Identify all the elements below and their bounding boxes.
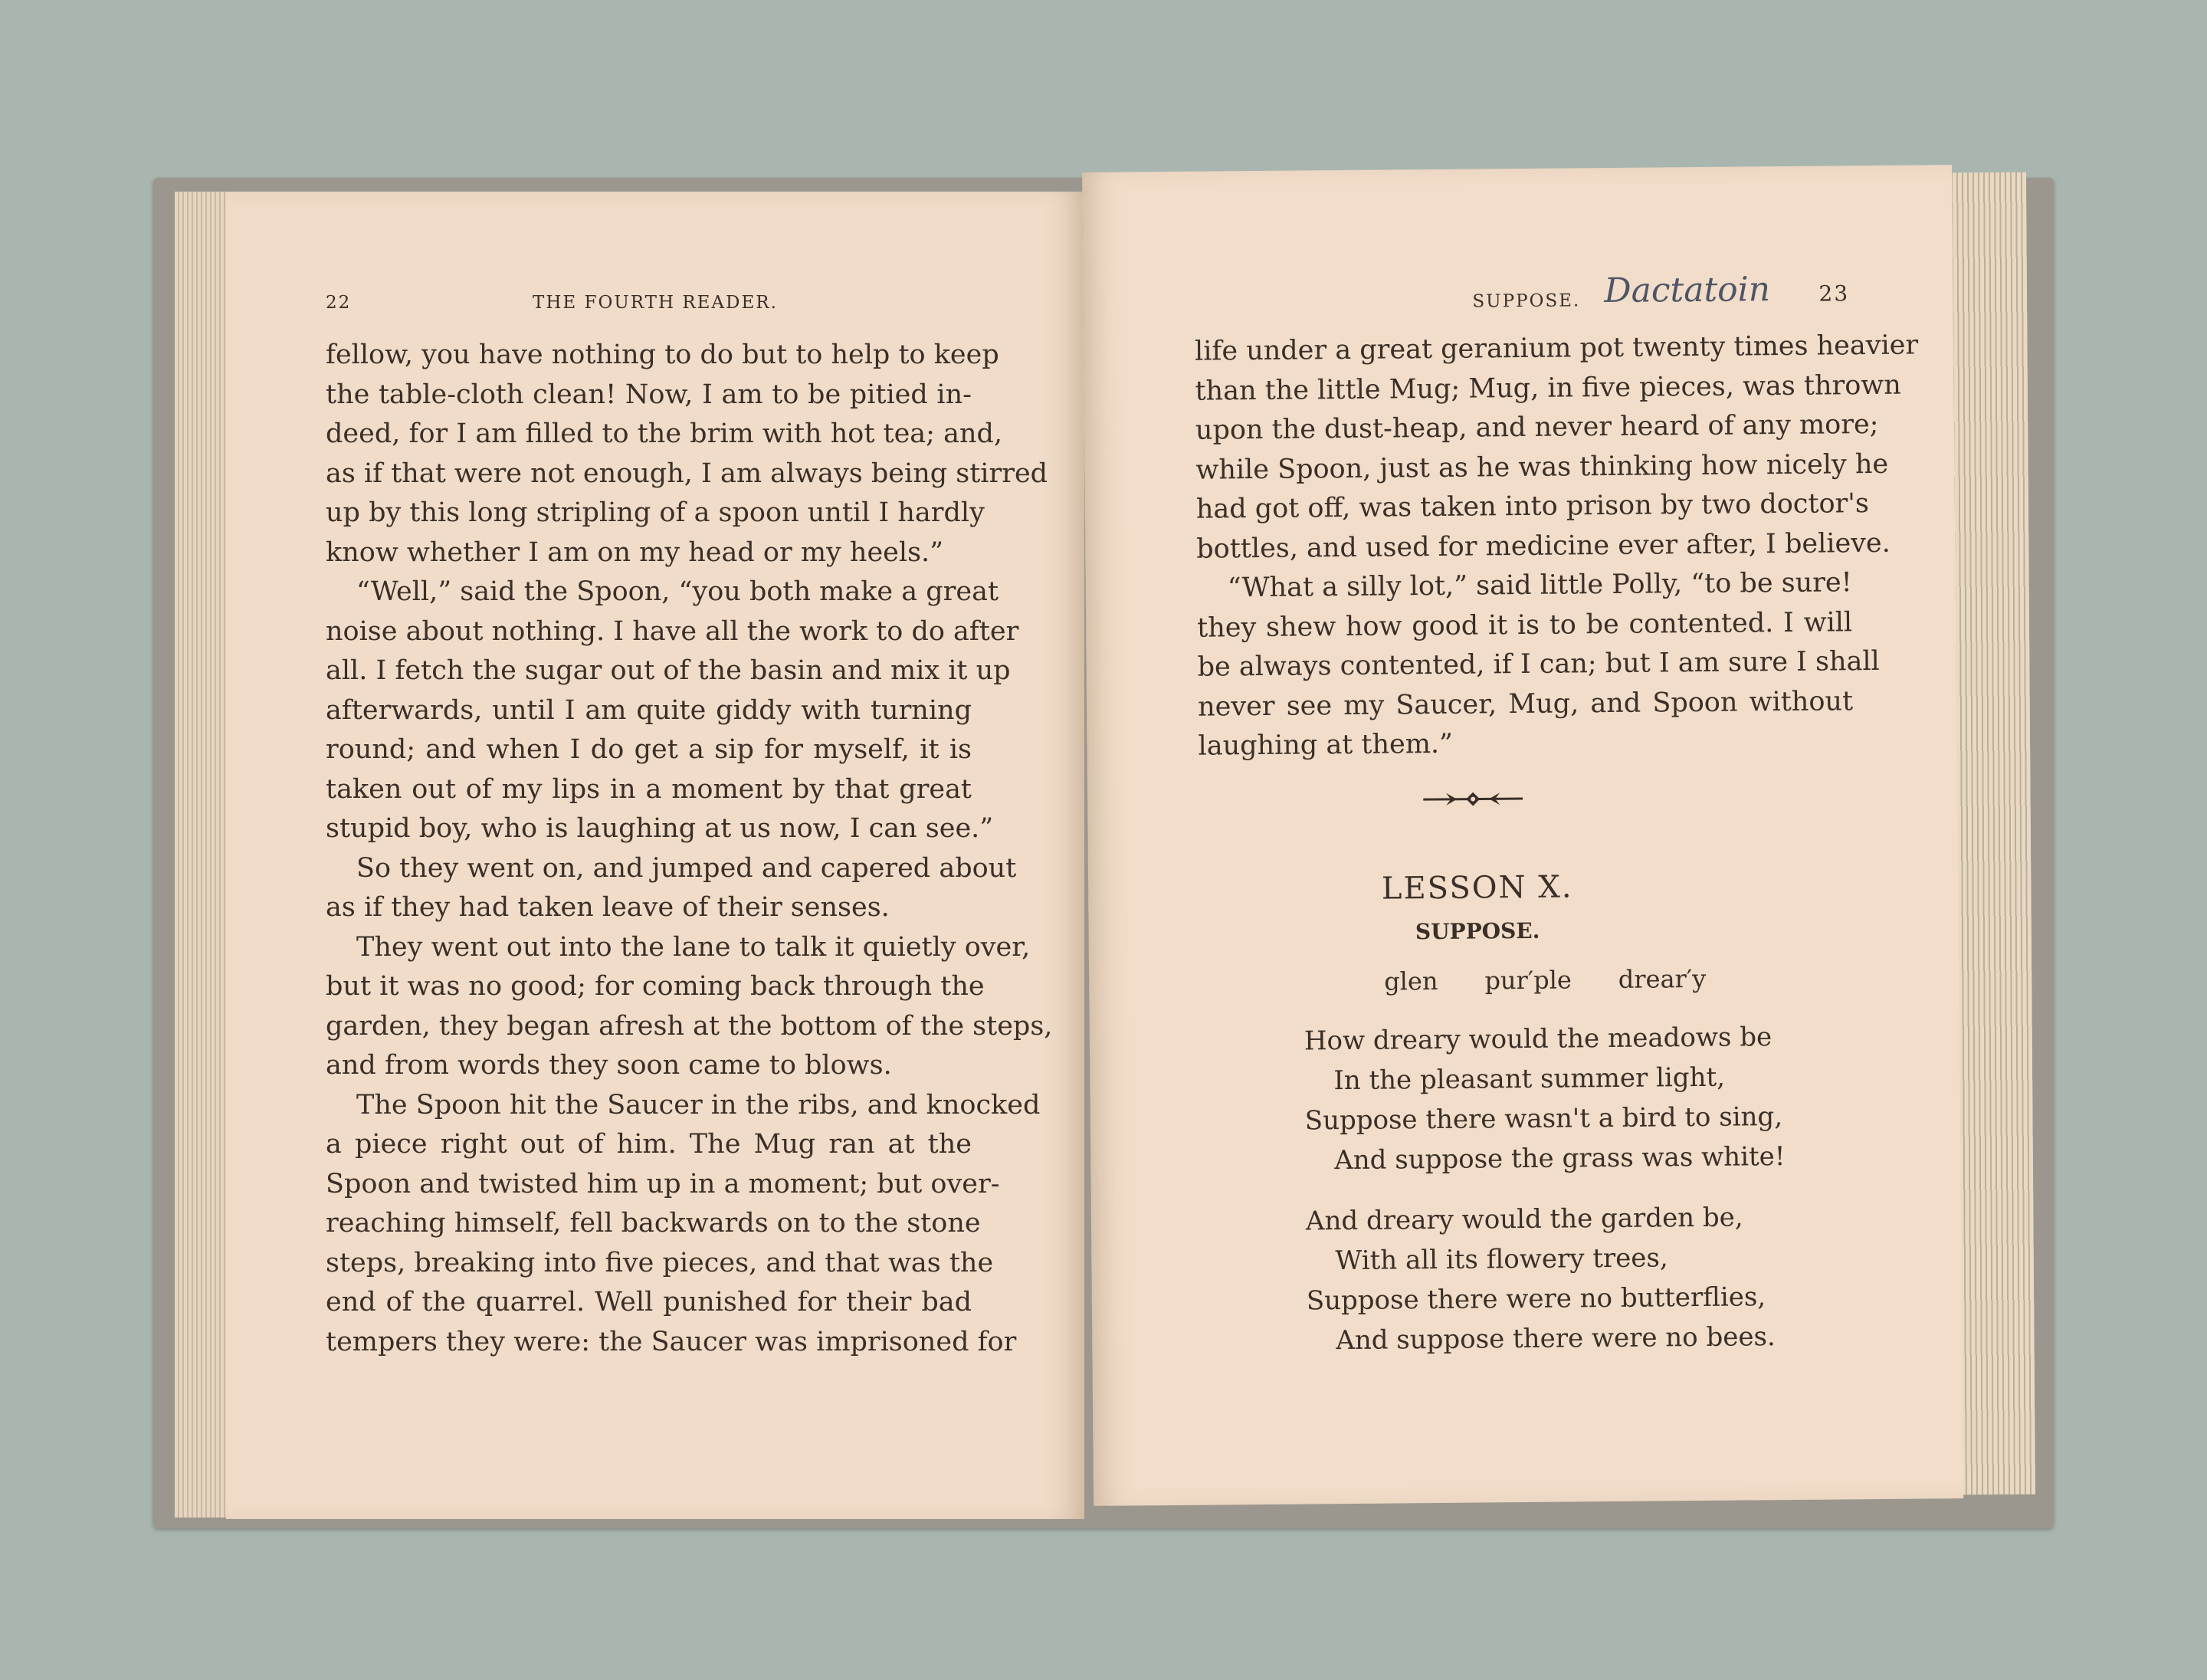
text-line: as if that were not enough, I am always being stirred: [326, 458, 1048, 489]
poem-line: And suppose the grass was white!: [1334, 1141, 1786, 1176]
poem-line: In the pleasant summer light,: [1333, 1061, 1726, 1097]
text-line: round; and when I do get a sip for myself, it is: [326, 734, 972, 765]
vocabulary-word: glen: [1384, 966, 1438, 996]
poem-line: Suppose there wasn't a bird to sing,: [1304, 1101, 1783, 1137]
running-head: SUPPOSE.: [1472, 290, 1581, 312]
running-head: THE FOURTH READER.: [533, 293, 778, 313]
text-line: be always contented, if I can; but I am sure I shall: [1197, 645, 1880, 683]
left-page-edges: [175, 192, 228, 1518]
text-line: than the little Mug; Mug, in five pieces, was thrown: [1195, 369, 1901, 407]
text-line: all. I fetch the sugar out of the basin and mix it up: [326, 655, 1011, 686]
text-line: tempers they were: the Saucer was imprisoned for: [326, 1326, 1017, 1357]
poem-line: How dreary would the meadows be: [1304, 1022, 1772, 1057]
text-line: steps, breaking into five pieces, and that was the: [326, 1247, 994, 1278]
right-body-text: [1194, 326, 1919, 766]
text-line: “What a silly lot,” said little Polly, “to be sure!: [1227, 567, 1852, 604]
text-line: laughing at them.”: [1198, 728, 1454, 762]
page-number: 22: [326, 293, 352, 313]
text-line: upon the dust-heap, and never heard of any more;: [1195, 409, 1879, 446]
left-body-text: [326, 336, 1053, 1362]
poem-line: And suppose there were no bees.: [1336, 1321, 1776, 1357]
text-line: noise about nothing. I have all the work to do after: [326, 615, 1019, 647]
poem-line: And dreary would the garden be,: [1305, 1202, 1743, 1237]
poem-line: Suppose there were no butterflies,: [1306, 1281, 1766, 1317]
text-line: Spoon and twisted him up in a moment; but over-: [326, 1168, 1000, 1199]
text-line: The Spoon hit the Saucer in the ribs, and knocked: [356, 1089, 1041, 1121]
text-line: the table-cloth clean! Now, I am to be pitied in-: [326, 379, 972, 410]
text-line: a piece right out of him. The Mug ran at the: [326, 1129, 972, 1160]
text-line: “Well,” said the Spoon, “you both make a great: [356, 576, 999, 607]
text-line: bottles, and used for medicine ever after, I believe.: [1196, 527, 1891, 565]
text-line: reaching himself, fell backwards on to the stone: [326, 1208, 981, 1239]
text-line: life under a great geranium pot twenty times heavier: [1194, 330, 1919, 367]
text-line: they shew how good it is to be contented. I will: [1197, 606, 1853, 644]
poem-line: With all its flowery trees,: [1335, 1242, 1668, 1277]
page-number: 23: [1818, 281, 1850, 307]
text-line: They went out into the lane to talk it quietly over,: [356, 931, 1031, 963]
left-page: [226, 192, 1084, 1519]
text-line: stupid boy, who is laughing at us now, I can see.”: [326, 813, 994, 844]
lesson-subtitle: SUPPOSE.: [1415, 917, 1540, 945]
poem-stanza-1: [1304, 1017, 1786, 1180]
vocabulary-word: pur′ple: [1484, 965, 1572, 996]
text-line: and from words they soon came to blows.: [326, 1050, 892, 1081]
text-line: had got off, was taken into prison by two doctor's: [1195, 488, 1870, 525]
right-page: [1082, 165, 1963, 1506]
text-line: deed, for I am filled to the brim with hot tea; and,: [326, 418, 1003, 449]
text-line: end of the quarrel. Well punished for their bad: [326, 1287, 972, 1317]
text-line: never see my Saucer, Mug, and Spoon without: [1197, 685, 1854, 723]
text-line: as if they had taken leave of their senses.: [326, 892, 890, 923]
text-line: garden, they began afresh at the bottom of the steps,: [326, 1010, 1053, 1042]
vocabulary-word: drear′y: [1618, 963, 1707, 994]
text-line: So they went on, and jumped and capered about: [356, 852, 1017, 884]
text-line: afterwards, until I am quite giddy with turning: [326, 694, 972, 726]
vocabulary-list: [1384, 964, 1706, 996]
text-line: up by this long stripling of a spoon until I hardly: [326, 497, 985, 528]
text-line: while Spoon, just as he was thinking how nicely he: [1195, 448, 1889, 486]
text-line: fellow, you have nothing to do but to help to keep: [326, 340, 999, 370]
text-line: know whether I am on my head or my heels.”: [326, 536, 944, 568]
poem-stanza-2: [1306, 1197, 1776, 1360]
handwritten-note: Dactatoin: [1604, 270, 1771, 311]
ornament-divider: [988, 786, 1957, 815]
text-line: but it was no good; for coming back through the: [326, 971, 985, 1002]
text-line: taken out of my lips in a moment by that great: [326, 773, 972, 805]
lesson-title: LESSON X.: [1381, 869, 1573, 907]
